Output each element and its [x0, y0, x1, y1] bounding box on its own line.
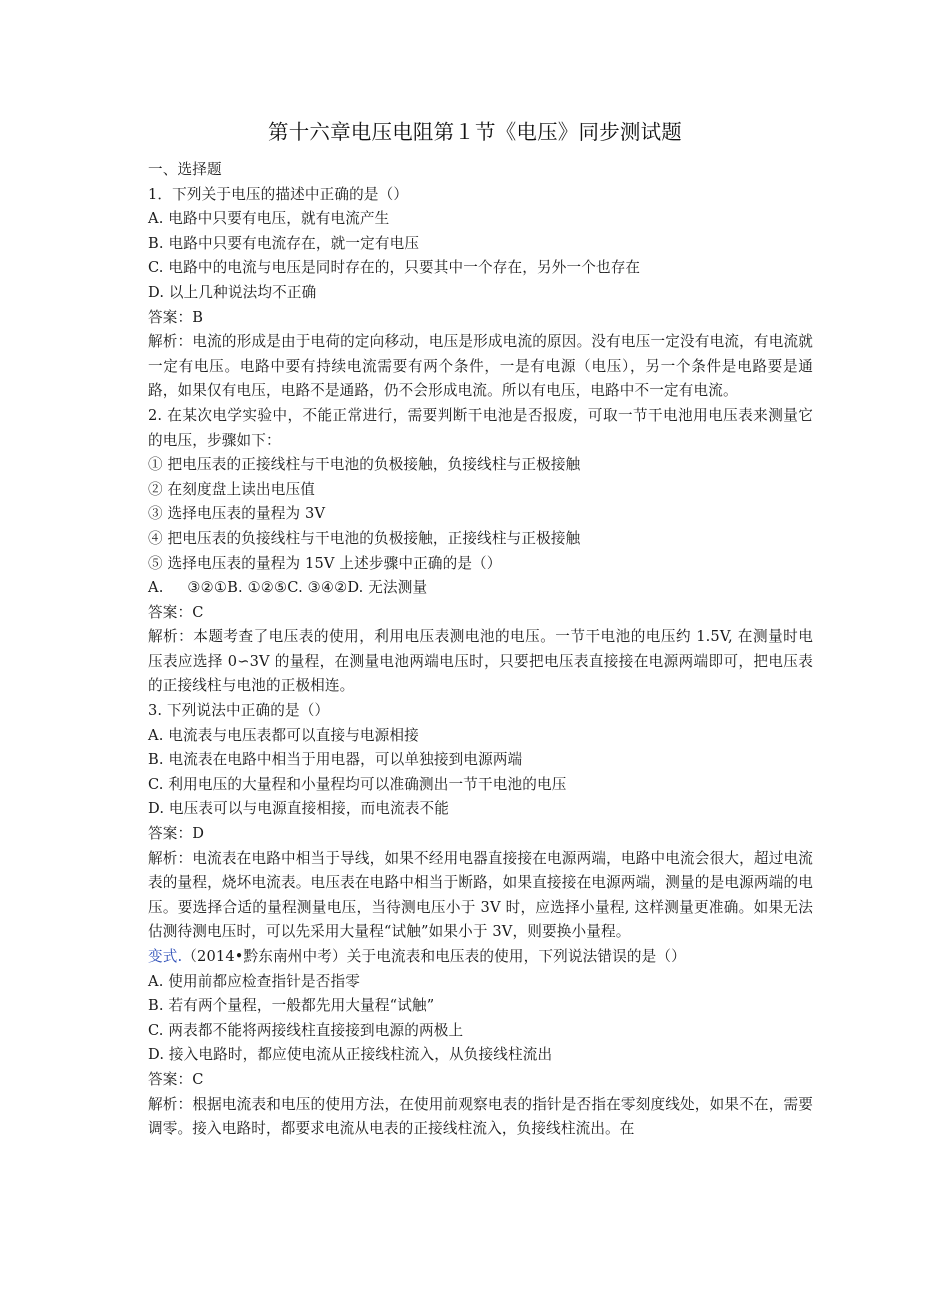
question-2-stem: 2. 在某次电学实验中，不能正常进行，需要判断干电池是否报废，可取一节干电池用电压表来测量它的电压，步骤如下：	[148, 406, 813, 449]
question-1-option-a: A. 电路中只要有电压，就有电流产生	[148, 210, 390, 228]
question-1-analysis: 解析：电流的形成是由于电荷的定向移动，电压是形成电流的原因。没有电压一定没有电流，有电流就一定有电压。电路中要有持续电流需要有两个条件，一是有电源（电压），另一个条件是电路要是通路，如果仅有电压，电路不是通路，仍不会形成电流。所以有电压，电路中不一定有电流。	[148, 333, 813, 400]
question-2-options: A. ③②①B. ①②⑤C. ③④②D. 无法测量	[148, 579, 428, 597]
question-3-option-d: D. 电压表可以与电源直接相接，而电流表不能	[148, 800, 450, 818]
section-heading: 一、选择题	[148, 161, 222, 178]
question-1-option-b: B. 电路中只要有电流存在，就一定有电压	[148, 234, 420, 252]
question-1-answer: 答案：B	[148, 308, 204, 326]
document-title: 第十六章电压电阻第１节《电压》同步测试题	[268, 120, 682, 144]
variant-option-b: B. 若有两个量程，一般都先用大量程“试触”	[148, 997, 435, 1015]
variant-option-a: A. 使用前都应检查指针是否指零	[148, 972, 360, 990]
variant-analysis: 解析：根据电流表和电压的使用方法，在使用前观察电表的指针是否指在零刻度线处，如果不在，需要调零。接入电路时，都要求电流从电表的正接线柱流入，负接线柱流出。在	[148, 1095, 813, 1138]
variant-option-d: D. 接入电路时，都应使电流从正接线柱流入，从负接线柱流出	[148, 1046, 553, 1064]
question-2-answer: 答案：C	[148, 603, 204, 621]
question-3-answer: 答案：D	[148, 825, 205, 843]
question-2-step-5: ⑤ 选择电压表的量程为 15V 上述步骤中正确的是（）	[148, 554, 502, 572]
question-2-step-1: ① 把电压表的正接线柱与干电池的负极接触，负接线柱与正极接触	[148, 456, 581, 474]
question-1-option-d: D. 以上几种说法均不正确	[148, 283, 317, 301]
variant-label: 变式.	[148, 948, 183, 965]
variant-answer: 答案：C	[148, 1070, 204, 1088]
question-3-option-a: A. 电流表与电压表都可以直接与电源相接	[148, 726, 419, 744]
variant-option-c: C. 两表都不能将两接线柱直接接到电源的两极上	[148, 1021, 464, 1039]
question-2-step-2: ② 在刻度盘上读出电压值	[148, 480, 315, 498]
question-1-option-c: C. 电路中的电流与电压是同时存在的，只要其中一个存在，另外一个也存在	[148, 259, 641, 277]
question-3-analysis: 解析：电流表在电路中相当于导线，如果不经用电器直接接在电源两端，电路中电流会很大，超过电流表的量程，烧坏电流表。电压表在电路中相当于断路，如果直接接在电源两端，测量的是电源两端的电压。要选择合适的量程测量电压，当待测电压小于 3V 时，应选择小量程, 这样测量更准确。如果无法估测待测电压时，可以先采用大量程“试触”如果小于 3V，则要换小量程。	[148, 849, 813, 941]
question-3-option-c: C. 利用电压的大量程和小量程均可以准确测出一节干电池的电压	[148, 775, 567, 793]
variant-stem: （2014•黔东南州中考）关于电流表和电压表的使用，下列说法错误的是（）	[182, 948, 686, 965]
question-2-analysis: 解析：本题考查了电压表的使用，利用电压表测电池的电压。一节干电池的电压约 1.5V, 在测量时电压表应选择 0∽3V 的量程，在测量电池两端电压时，只要把电压表直接接在电源两端即可，把电压表的正接线柱与电池的正极相连。	[148, 628, 813, 695]
document-body	[148, 158, 813, 1142]
question-2-step-4: ④ 把电压表的负接线柱与干电池的负极接触，正接线柱与正极接触	[148, 529, 581, 547]
question-1-stem: 1．下列关于电压的描述中正确的是（）	[148, 185, 409, 203]
question-3-option-b: B. 电流表在电路中相当于用电器，可以单独接到电源两端	[148, 751, 523, 769]
variant-stem-line	[148, 945, 813, 970]
question-2-step-3: ③ 选择电压表的量程为 3V	[148, 505, 326, 523]
question-3-stem: 3. 下列说法中正确的是（）	[148, 702, 330, 720]
